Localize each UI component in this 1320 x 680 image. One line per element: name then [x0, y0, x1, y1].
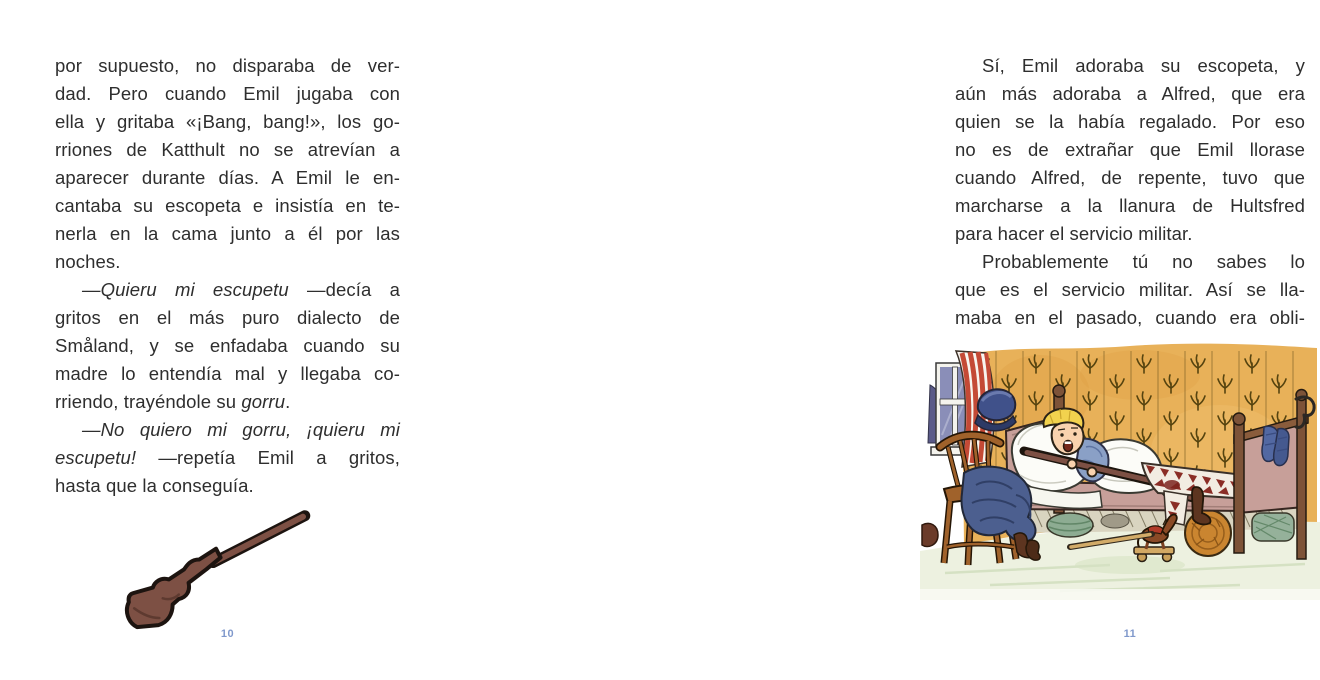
bedroom-illustration: [920, 335, 1320, 600]
text-segment: Småland, y se enfadaba cuando su: [55, 335, 400, 356]
toy-rifle: [118, 506, 319, 636]
text-segment: ella y gritaba «¡Bang, bang!», los go-: [55, 111, 400, 132]
text-line: [55, 332, 400, 360]
text-segment: para hacer el servicio militar.: [955, 223, 1193, 244]
text-line: [955, 248, 1305, 276]
text-segment: que es el servicio militar. Así se lla-: [955, 279, 1305, 300]
text-line: [955, 52, 1305, 80]
text-segment: rriendo, trayéndole su: [55, 391, 242, 412]
text-segment: noches.: [55, 251, 121, 272]
hanging-cap: [975, 389, 1016, 431]
text-line: [55, 388, 400, 416]
text-line: [955, 80, 1305, 108]
boy-hand: [1068, 460, 1077, 469]
page-left: [0, 0, 450, 680]
text-segment: .: [285, 391, 291, 412]
right-text-column: [955, 52, 1305, 332]
text-segment: —decía a: [288, 279, 400, 300]
hanging-socks: [1262, 426, 1289, 465]
text-line: [55, 304, 400, 332]
text-segment: aún más adoraba a Alfred, que era: [955, 83, 1305, 104]
text-line: [55, 108, 400, 136]
text-segment: Sí, Emil adoraba su escopeta, y: [982, 55, 1305, 76]
under-bed-boot: [922, 523, 938, 546]
text-line: [55, 472, 400, 500]
text-segment: no es de extrañar que Emil llorase: [955, 139, 1305, 160]
text-segment: dad. Pero cuando Emil jugaba con: [55, 83, 400, 104]
text-line: [955, 304, 1305, 332]
text-segment: rriones de Katthult no se atrevían a: [55, 139, 400, 160]
text-line: [55, 80, 400, 108]
text-segment-italic: —No quiero mi gorru, ¡quieru mi: [82, 419, 400, 440]
text-line: [55, 220, 400, 248]
toy-rifle-illustration: [113, 503, 320, 630]
text-segment: aparecer durante días. A Emil le en-: [55, 167, 400, 188]
boy-hand: [1088, 468, 1097, 477]
text-segment: maba en el pasado, cuando era obli-: [955, 307, 1305, 328]
text-line: [955, 108, 1305, 136]
text-line: [55, 136, 400, 164]
text-line: [955, 136, 1305, 164]
footboard-post-front: [1234, 423, 1244, 553]
text-segment-italic: —Quieru mi escupetu: [82, 279, 289, 300]
text-segment: cantaba su escopeta e insistía en te-: [55, 195, 400, 216]
page-number-left: 10: [220, 628, 235, 640]
text-segment: marcharse a la llanura de Hultsfred: [955, 195, 1305, 216]
text-line: [55, 164, 400, 192]
under-bed-bundle: [1101, 514, 1129, 528]
page-right: [450, 0, 1305, 680]
text-segment: madre lo entendía mal y llegaba co-: [55, 363, 400, 384]
text-line: [955, 164, 1305, 192]
rifle-barrel: [214, 517, 303, 562]
text-line: [55, 248, 400, 276]
text-line: [55, 52, 400, 80]
text-segment: por supuesto, no disparaba de ver-: [55, 55, 400, 76]
text-line: [955, 276, 1305, 304]
text-line: [55, 360, 400, 388]
text-segment: quien se la había regalado. Por eso: [955, 111, 1305, 132]
rifle-stock: [118, 549, 235, 636]
text-segment: cuando Alfred, de repente, tuvo que: [955, 167, 1305, 188]
left-text-column: [55, 52, 400, 500]
text-line: [55, 444, 400, 472]
text-segment: —repetía Emil a gritos,: [136, 447, 400, 468]
text-segment: nerla en la cama junto a él por las: [55, 223, 400, 244]
text-line: [55, 276, 400, 304]
text-segment: Probablemente tú no sabes lo: [982, 251, 1305, 272]
text-segment-italic: escupetu!: [55, 447, 137, 468]
text-segment: gritos en el más puro dialecto de: [55, 307, 400, 328]
text-segment-italic: gorru: [241, 391, 286, 412]
text-segment: hasta que la conseguía.: [55, 475, 254, 496]
page-number-right: 11: [1123, 628, 1137, 640]
text-line: [55, 416, 400, 444]
basket-green-left: [1047, 513, 1093, 537]
text-line: [955, 192, 1305, 220]
text-line: [55, 192, 400, 220]
text-line: [955, 220, 1305, 248]
